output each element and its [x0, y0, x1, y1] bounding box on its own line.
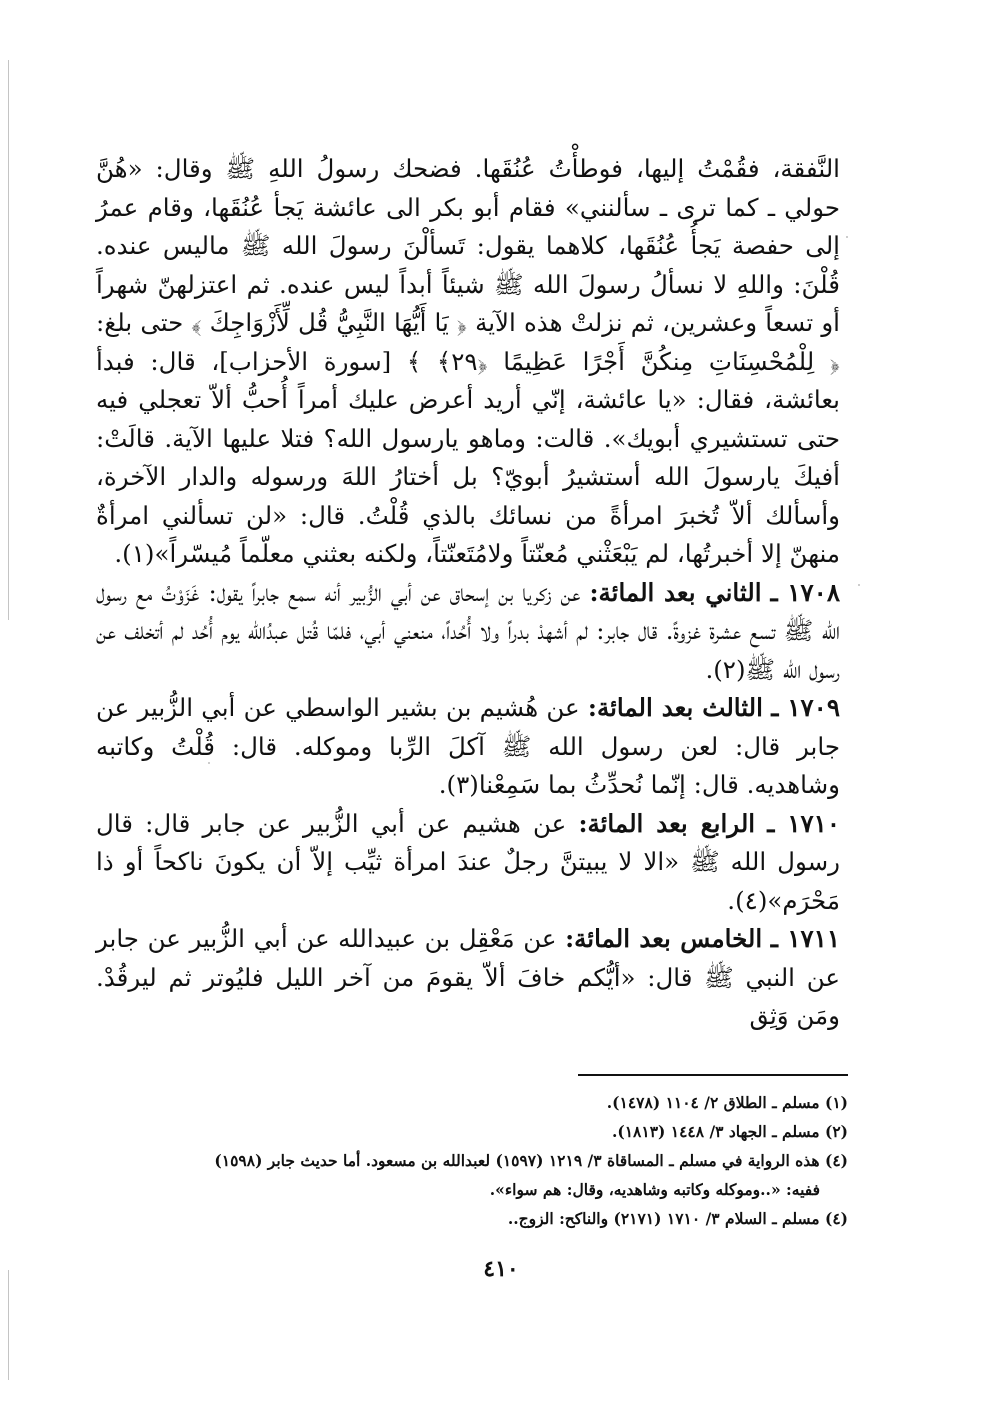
footnote-separator	[578, 1074, 848, 1076]
footnote: (٢) مسلم ـ الجهاد ٣/ ١٤٤٨ (١٨١٣).	[612, 1122, 848, 1141]
paragraph-text: عن هشيم عن أبي الزُّبير عن جابر قال: قال رسول الله ﷺ «الا لا يبيتنَّ رجلٌ عندَ امرأة ثيِّب إلاّ أن يكونَ ناكحاً أو ذا مَحْرَم»(٤).	[96, 808, 840, 915]
paragraph-text: النَّفقة، فقُمْتُ إليها، فوطأْتُ عُنُقَها. فضحك رسولُ اللهِ ﷺ وقال: «هُنَّ حولي ـ كما ترى ـ سألنني» فقام أبو بكر الى عائشة يَجأ عُنُقَها، وقام عمرُ إلى حفصة يَجأُ عُنُقَها، كلاهما يقول: تَسألْنَ رسولَ الله ﷺ ماليس عنده. قُلْنَ: واللهِ لا نسألُ رسولَ الله ﷺ شيئاً أبداً ليس عنده. ثم اعتزلهنّ شهراً أو تسعاً وعشرين، ثم نزلتْ هذه الآية ﴿ يَا أَيُّهَا النَّبِيُّ قُل لِّأَزْوَاجِكَ ﴾ حتى بلغ: ﴿ لِلْمُحْسِنَاتِ مِنكُنَّ أَجْرًا عَظِيمًا ﴿٢٩﴾ ﴾ [سورة الأحزاب]، قال: فبدأ بعائشة، فقال: «يا عائشة، إنّي أريد أعرض عليك أمراً أُحبُّ ألاّ تعجلي فيه حتى تستشيري أبويك». قالت: وماهو يارسول الله؟ فتلا عليها الآية. قالَتْ: أفيكَ يارسولَ الله أستشيرُ أبويّ؟ بل أختارُ اللهَ ورسوله والدار الآخرة، وأسألك ألاّ تُخبرَ امرأةً من نسائك بالذي قُلْتُ. قال: «لن تسألني امرأةٌ منهنّ إلا أخبرتُها، لم يَبْعَثْني مُعنّتاً ولامُتَعنّتاً، ولكنه بعثني معلّماً مُيسّراً»(١).	[96, 154, 840, 568]
hadith-heading: الثاني بعد المائة:	[589, 577, 762, 607]
hadith-paragraph	[96, 920, 840, 1036]
main-text	[96, 150, 840, 1036]
hadith-number: ١٧١١ ـ	[770, 924, 840, 953]
hadith-paragraph	[96, 689, 840, 805]
scan-margin-line	[8, 60, 9, 620]
paragraph-text: عن زكريا بن إسحاق عن أبي الزُّبير أنه سمع جابراً يقول: غَزَوْتُ مع رسول الله ﷺ تسع عشرة غزوةً. قال جابر: لم أشهدْ بدراً ولا أُحُداً، منعني أبي، فلمّا قُتل عبدُالله يوم أُحُد لم أتخلف عن رسول الله ﷺ(٢).	[96, 577, 840, 684]
page-number: ٤١٠	[483, 1256, 519, 1282]
scan-margin-line	[8, 1270, 9, 1380]
footnotes	[96, 1088, 848, 1233]
scan-speck	[858, 584, 860, 586]
paragraph-text: عن مَعْقِل بن عبيدالله عن أبي الزُّبير عن جابر عن النبي ﷺ قال: «أيُّكم خافَ ألاّ يقومَ من آخر الليل فليُوتر ثم ليرقُدْ. ومَن وَثِق	[96, 924, 840, 1030]
hadith-paragraph	[96, 805, 840, 921]
hadith-paragraph	[96, 574, 840, 690]
hadith-number: ١٧٠٨ ـ	[770, 577, 840, 607]
hadith-heading: الرابع بعد المائة:	[578, 808, 756, 838]
hadith-number: ١٧٠٩ ـ	[771, 693, 840, 722]
footnote: (٤) مسلم ـ السلام ٣/ ١٧١٠ (٢١٧١) والناكح: الزوج..	[507, 1209, 848, 1228]
footnote: (٤) هذه الرواية في مسلم ـ المساقاة ٣/ ١٢١٩ (١٥٩٧) لعبدالله بن مسعود. أما حديث جابر (١٥٩٨)	[214, 1151, 848, 1170]
footnote: (١) مسلم ـ الطلاق ٢/ ١١٠٤ (١٤٧٨).	[606, 1093, 848, 1112]
hadith-heading: الثالث بعد المائة:	[587, 693, 763, 722]
scan-speck	[846, 236, 848, 238]
paragraph-text: عن هُشيم بن بشير الواسطي عن أبي الزُّبير عن جابر قال: لعن رسول الله ﷺ آكلَ الرِّبا وموكله. قال: قُلْتُ وكاتبه وشاهديه. قال: إنّما نُحدِّثُ بما سَمِعْنا(٣).	[96, 693, 840, 799]
hadith-number: ١٧١٠ ـ	[767, 808, 840, 838]
footnote-continuation: ففيه: «..وموكله وكاتبه وشاهديه، وقال: هم سواء».	[489, 1180, 820, 1199]
hadith-heading: الخامس بعد المائة:	[565, 924, 763, 953]
hadith-paragraph	[96, 150, 840, 574]
